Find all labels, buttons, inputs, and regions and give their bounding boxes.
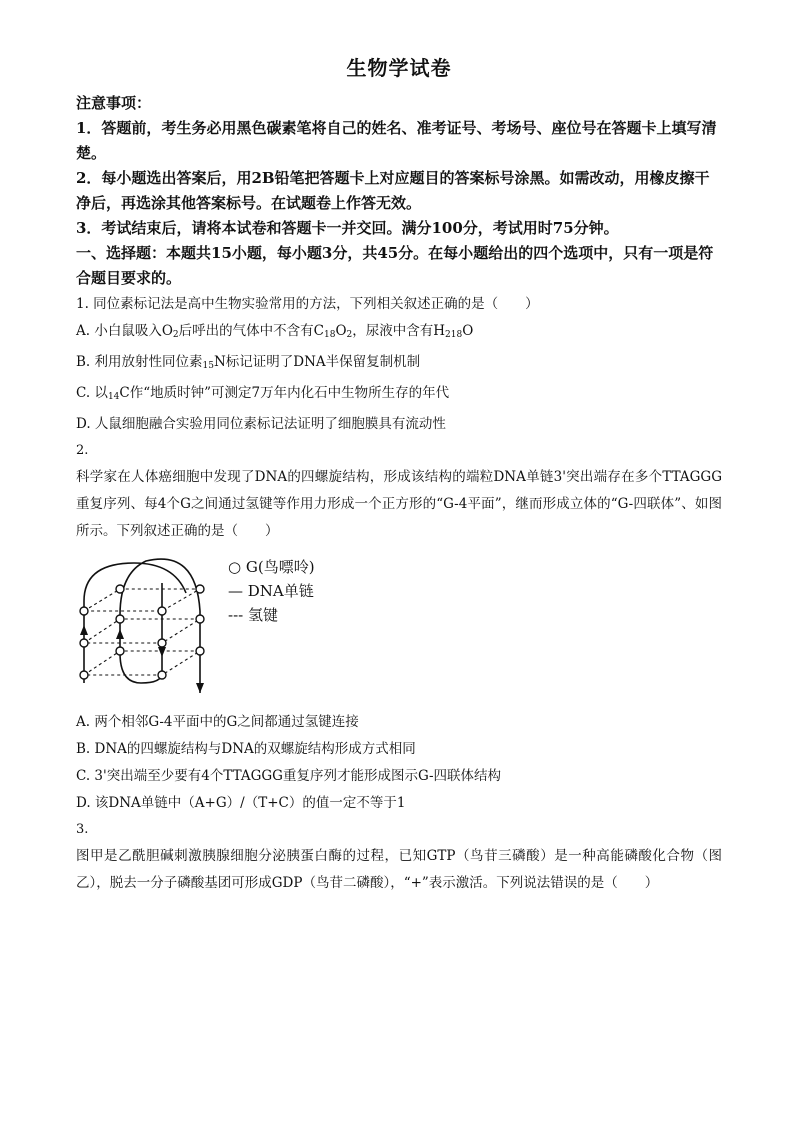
notice-item-3: 3．考试结束后，请将本试卷和答题卡一并交回。满分100分，考试用时75分钟。 (76, 219, 619, 237)
q3-number: 3. (76, 822, 89, 837)
q2-number: 2. (76, 443, 89, 458)
q2-option-a: A. 两个相邻G-4平面中的G之间都通过氢键连接 (76, 714, 359, 730)
notice-item-2: 2．每小题选出答案后，用2B铅笔把答题卡上对应题目的答案标号涂黑。如需改动，用橡皮擦干净后，再选涂其他答案标号。在试题卷上作答无效。 (76, 169, 710, 212)
q1-option-c: C. 以$_{14}$C作“地质时钟”可测定7万年内化石中生物所生存的年代 (76, 385, 450, 402)
legend-dna-strand: — DNA单链 (228, 582, 314, 600)
q2-option-d: D. 该DNA单链中（A+G）/（T+C）的值一定不等于1 (76, 795, 406, 811)
page-title: 生物学试卷 (346, 56, 452, 80)
q3-stem: 图甲是乙酰胆碱刺激胰腺细胞分泌胰蛋白酶的过程，已知GTP（鸟苷三磷酸）是一种高能磷酸化合物（图乙），脱去一分子磷酸基团可形成GDP（鸟苷二磷酸），“+”表示激活。下列说法错误的是（ ） (76, 848, 722, 891)
notice-item-1: 1．答题前，考生务必用黑色碳素笔将自己的姓名、准考证号、考场号、座位号在答题卡上填写清楚。 (76, 119, 717, 162)
q2-option-b: B. DNA的四螺旋结构与DNA的双螺旋结构形成方式相同 (76, 741, 416, 757)
section-heading: 一、选择题：本题共15小题，每小题3分，共45分。在每小题给出的四个选项中，只有一项是符合题目要求的。 (76, 244, 714, 287)
q2-stem: 科学家在人体癌细胞中发现了DNA的四螺旋结构，形成该结构的端粒DNA单链3'突出端存在多个TTAGGG重复序列、每4个G之间通过氢键等作用力形成一个正方形的“G-4平面”，继而形成立体的“G-四联体”、如图所示。下列叙述正确的是（ ） (76, 469, 722, 539)
legend-guanine: ○ G(鸟嘌呤) (228, 558, 315, 576)
legend-hydrogen-bond: --- 氢键 (228, 606, 278, 624)
q1-option-a: A. 小白鼠吸入$O_2$后呼出的气体中不含有$C_{18}O_2$，尿液中含有$H_{218}O$ (76, 323, 474, 340)
notice-heading: 注意事项： (76, 94, 152, 112)
q1-stem: 1. 同位素标记法是高中生物实验常用的方法，下列相关叙述正确的是（ ） (76, 296, 539, 312)
g-quadruplex-figure (76, 553, 356, 703)
q1-option-b: B. 利用放射性同位素$_{15}$N标记证明了DNA半保留复制机制 (76, 354, 421, 371)
q2-option-c: C. 3'突出端至少要有4个TTAGGG重复序列才能形成图示G-四联体结构 (76, 768, 502, 784)
g-quadruplex-diagram (76, 553, 226, 703)
q1-option-d: D. 人鼠细胞融合实验用同位素标记法证明了细胞膜具有流动性 (76, 416, 446, 432)
figure-legend (228, 555, 315, 627)
exam-page (76, 52, 722, 897)
